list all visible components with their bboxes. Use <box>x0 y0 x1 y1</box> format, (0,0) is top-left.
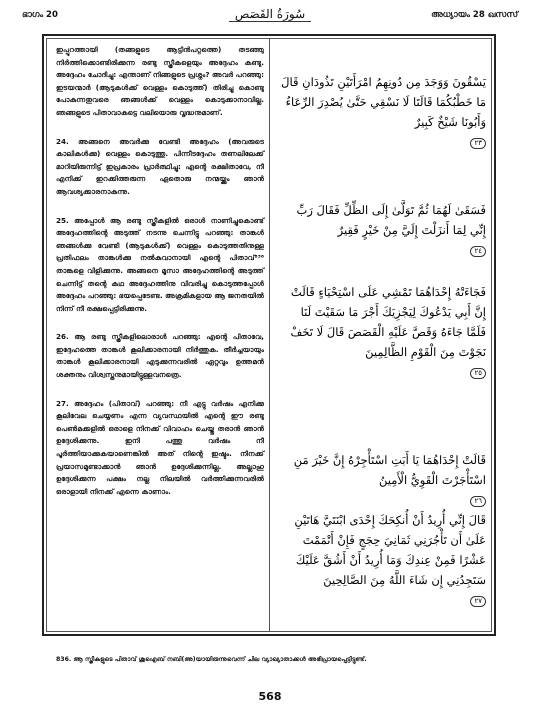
verse-number: ٢٧ <box>470 596 486 607</box>
verse-text: قَالَ إِنِّي أُرِيدُ أَنْ أُنكِحَكَ إِحْدَى ابْنَتَيَّ هَاتَيْنِ عَلَىٰ أَن تَأْجُرَنِي ثَمَانِيَ حِجَجٍ فَإِنْ أَتْمَمْتَ عَشْرًا فَمِنْ عِندِكَ وَمَا أُرِيدُ أَنْ أَشُقَّ عَلَيْكَ سَتَجِدُنِي إِن شَاءَ اللَّهُ مِنَ الصَّالِحِينَ <box>294 513 486 587</box>
arabic-verse <box>280 490 486 610</box>
verse-number: ٢٥ <box>470 368 486 379</box>
translation-paragraph: ഇപ്പുറത്തായി (തങ്ങളുടെ ആട്ടിൻപറ്റത്തെ) തടഞ്ഞു നിർത്തിക്കൊണ്ടിരിക്കുന്ന രണ്ടു സ്ത്രീകളെയും അദ്ദേഹം കണ്ടു. അദ്ദേഹം ചോദിച്ചു: എന്താണ് നിങ്ങളുടെ പ്രശ്നം? അവർ പറഞ്ഞു: ഇടയന്മാർ (ആടുകൾക്ക് വെള്ളം കൊടുത്ത്) തിരിച്ചു കൊണ്ടു പോകുന്നതുവരെ ഞങ്ങൾക്ക് വെള്ളം കൊടുക്കാനാവില്ല. ഞങ്ങളുടെ പിതാവാകട്ടെ വലിയൊരു വൃദ്ധനുമാണ്. <box>56 45 264 117</box>
translation-paragraph: 27. അദ്ദേഹം (പിതാവ്) പറഞ്ഞു: നീ എട്ടു വർഷം എനിക്കു കൂലിവേല ചെയ്യണം എന്ന വ്യവസ്ഥയിൽ എന്റെ ഈ രണ്ടു പെൺമക്കളിൽ ഒരാളെ നിനക്ക് വിവാഹം ചെയ്തു തരാൻ ഞാൻ ഉദ്ദേശിക്കുന്നു. ഇനി പത്തു വർഷം നീ പൂർത്തിയാക്കുകയാണെങ്കിൽ അത് നിന്റെ ഇഷ്ടം. നിനക്ക് പ്രയാസമുണ്ടാക്കാൻ ഞാൻ ഉദ്ദേശിക്കുന്നില്ല. അല്ലാഹു ഉദ്ദേശിക്കുന്ന പക്ഷം നല്ല നിലയിൽ വർത്തിക്കുന്നവരിൽ ഒരാളായി നിനക്ക് എന്നെ കാണാം. <box>56 398 264 496</box>
verse-text: يَسْقُونَ وَوَجَدَ مِن دُونِهِمُ امْرَأَتَيْنِ تَذُودَانِ قَالَ مَا خَطْبُكُمَا قَالَتَا لَا نَسْقِي حَتَّىٰ يُصْدِرَ الرِّعَاءُ وَأَبُونَا شَيْخٌ كَبِيرٌ <box>281 75 486 129</box>
page-number: 568 <box>258 690 282 703</box>
translation-paragraph: 25. അപ്പോൾ ആ രണ്ടു സ്ത്രീകളിൽ ഒരാൾ നാണിച്ചുകൊണ്ട് അദ്ദേഹത്തിന്റെ അടുത്ത് നടന്നു ചെന്നിട്ടു പറഞ്ഞു: താങ്കൾ ഞങ്ങൾക്കു വേണ്ടി (ആടുകൾക്ക്) വെള്ളം കൊടുത്തതിനുള്ള പ്രതിഫലം താങ്കൾക്കു നൽകുവാനായി എന്റെ പിതാവ്⁸³⁶ താങ്കളെ വിളിക്കുന്നു. അങ്ങനെ മൂസാ അദ്ദേഹത്തിന്റെ അടുത്ത് ചെന്നിട്ട് തന്റെ കഥ അദ്ദേഹത്തിനു വിവരിച്ചു കൊടുത്തപ്പോൾ അദ്ദേഹം പറഞ്ഞു: ഭയപ്പെടേണ്ട. അക്രമികളായ ആ ജനതയിൽ നിന്ന് നീ രക്ഷപ്പെട്ടിരിക്കുന്നു. <box>56 215 264 313</box>
arabic-verse <box>280 262 486 382</box>
verse-number: ٢٦ <box>470 496 486 507</box>
surah-title-text: سُورَةُ القَصَص <box>229 7 311 22</box>
verse-text: قَالَتْ إِحْدَاهُمَا يَا أَبَتِ اسْتَأْجِرْهُ إِنَّ خَيْرَ مَنِ اسْتَأْجَرْتَ الْقَوِيُّ الْأَمِينُ <box>293 453 486 487</box>
translation-paragraph: 24. അങ്ങനെ അവർക്കു വേണ്ടി അദ്ദേഹം (അവരുടെ കാലികൾക്കു) വെള്ളം കൊടുത്തു. പിന്നീടദ്ദേഹം തണലിലേക്ക് മാറിയിരുന്നിട്ട് ഇപ്രകാരം പ്രാർത്ഥിച്ചു: എന്റെ രക്ഷിതാവേ, നീ എനിക്ക് ഇറക്കിത്തരുന്ന ഏതൊരു നന്മയ്ക്കും ഞാൻ ആവശ്യക്കാരനാകുന്നു. <box>56 136 264 196</box>
column-divider <box>269 38 270 632</box>
part-label: ഭാഗം 20 <box>22 10 58 20</box>
verse-number: ٢٤ <box>470 246 486 257</box>
translation-paragraph: 26. ആ രണ്ടു സ്ത്രീകളിലൊരാൾ പറഞ്ഞു: എന്റെ പിതാവേ, ഇദ്ദേഹത്തെ താങ്കൾ കൂലിക്കാരനായി നിർത്തുക. തീർച്ചയായും താങ്കൾ കൂലിക്കാരനായി എടുക്കുന്നവരിൽ ഏറ്റവും ഉത്തമൻ ശക്തനും വിശ്വസ്തനുമായിട്ടുള്ളവനത്രെ. <box>56 332 264 380</box>
arabic-verse <box>280 52 486 152</box>
verse-number: ٢٣ <box>470 138 486 149</box>
footnote: 836. ആ സ്ത്രീകളുടെ പിതാവ് ശുഐബ് നബി(അ)യായിരുന്നുവെന്ന് ചില വ്യാഖ്യാതാക്കൾ അഭിപ്രായപ്പെട്ടിട്ടുണ്ട്. <box>56 656 367 663</box>
verse-text: فَسَقَىٰ لَهُمَا ثُمَّ تَوَلَّىٰ إِلَى الظِّلِّ فَقَالَ رَبِّ إِنِّي لِمَا أَنزَلْتَ إِلَيَّ مِنْ خَيْرٍ فَقِيرٌ <box>296 203 486 237</box>
page-header <box>22 9 518 25</box>
translation-column <box>56 44 264 514</box>
arabic-verse <box>280 180 486 260</box>
verse-text: فَجَاءَتْهُ إِحْدَاهُمَا تَمْشِي عَلَى اسْتِحْيَاءٍ قَالَتْ إِنَّ أَبِي يَدْعُوكَ لِيَجْزِيَكَ أَجْرَ مَا سَقَيْتَ لَنَا فَلَمَّا جَاءَهُ وَقَصَّ عَلَيْهِ الْقَصَصَ قَالَ لَا تَخَفْ نَجَوْتَ مِنَ الْقَوْمِ الظَّالِمِينَ <box>290 285 486 359</box>
chapter-label: അധ്യായം 28 ഖസസ് <box>431 10 518 20</box>
